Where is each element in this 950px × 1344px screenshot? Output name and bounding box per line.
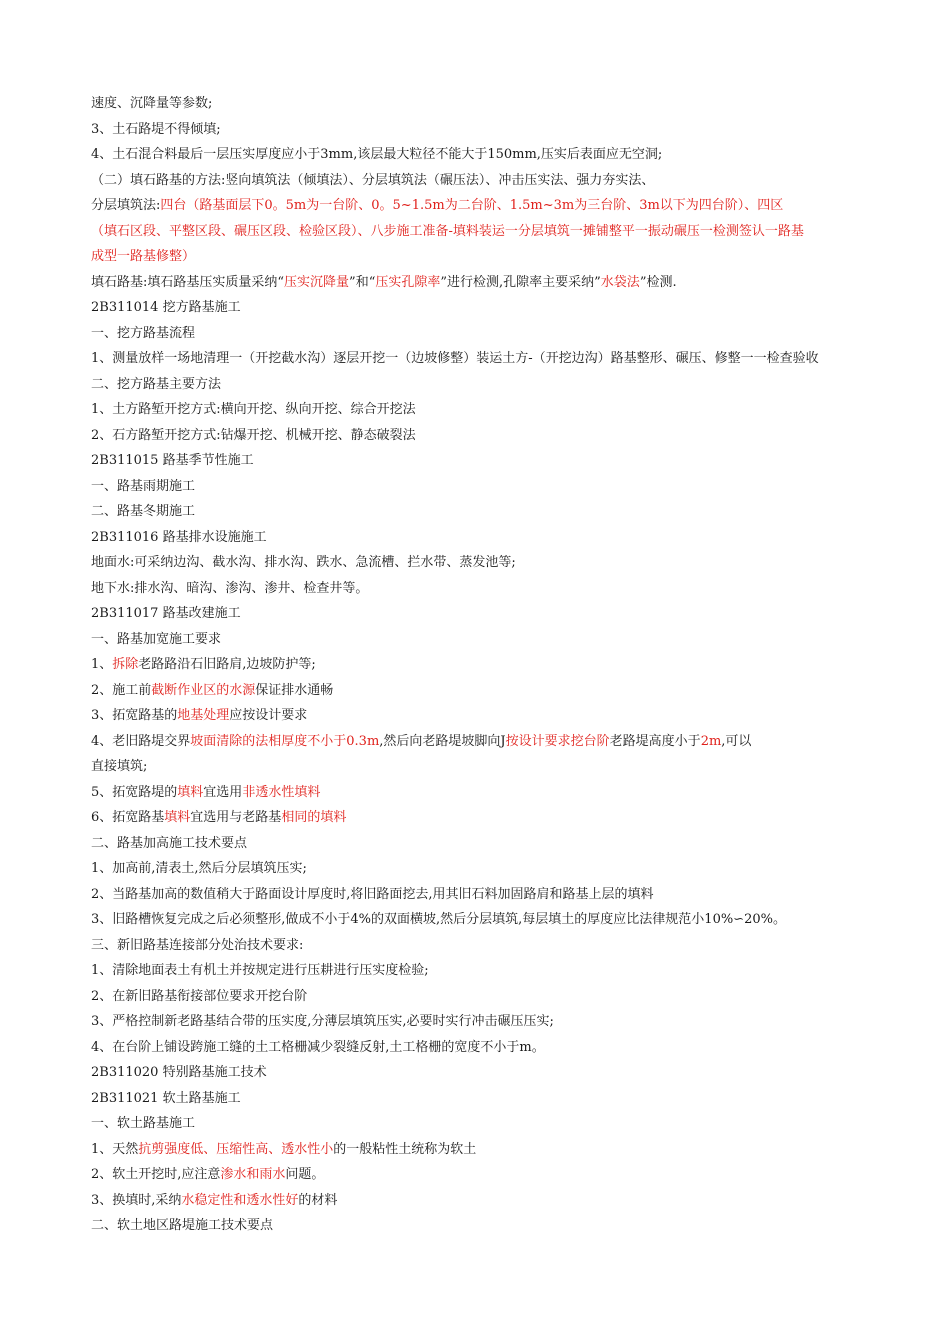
body-text: 的材料 bbox=[298, 1192, 338, 1208]
body-text: 三、新旧路基连接部分处治技术要求: bbox=[91, 937, 304, 953]
text-line bbox=[91, 1137, 890, 1163]
body-text: 2、软土开挖时,应注意 bbox=[91, 1167, 221, 1182]
text-line bbox=[91, 627, 890, 653]
highlighted-text: 抗剪强度低、压缩性高、透水性小 bbox=[138, 1141, 334, 1157]
text-line bbox=[91, 448, 890, 474]
highlighted-text: 坡面清除的法相厚度不小于0.3m bbox=[190, 733, 380, 749]
body-text: ”和“ bbox=[349, 274, 376, 290]
body-text: ,然后向老路堤坡脚向J bbox=[379, 733, 506, 749]
text-line bbox=[91, 652, 890, 678]
text-line bbox=[91, 372, 890, 398]
text-line bbox=[91, 270, 890, 296]
text-line bbox=[91, 142, 890, 168]
body-text: 3、严格控制新老路基结合带的压实度,分薄层填筑压实,必要时实行冲击碾压压实; bbox=[91, 1014, 554, 1029]
text-line bbox=[91, 729, 890, 755]
text-line bbox=[91, 499, 890, 525]
body-text: 问题。 bbox=[285, 1167, 325, 1182]
text-line bbox=[91, 117, 890, 143]
text-line bbox=[91, 346, 890, 372]
text-line bbox=[91, 831, 890, 857]
body-text: 速度、沉降量等参数; bbox=[91, 96, 213, 111]
highlighted-text: 非透水性填料 bbox=[242, 784, 321, 800]
body-text: 老路堤高度小于 bbox=[609, 733, 701, 749]
highlighted-text: 成型一路基修整） bbox=[91, 249, 196, 264]
text-line bbox=[91, 193, 890, 219]
body-text: 地下水:排水沟、暗沟、渗沟、渗井、检查井等。 bbox=[91, 580, 369, 596]
text-line bbox=[91, 1009, 890, 1035]
text-line bbox=[91, 1086, 890, 1112]
highlighted-text: 填料 bbox=[177, 784, 204, 800]
text-line bbox=[91, 601, 890, 627]
highlighted-text: 拆除 bbox=[112, 657, 139, 672]
text-line bbox=[91, 703, 890, 729]
text-line bbox=[91, 525, 890, 551]
body-text: 1、测量放样一场地清理一（开挖截水沟）逐层开挖一（边坡修整）装运土方-（开挖边沟）路基整形、碾压、修整一一检查验收 bbox=[91, 351, 819, 366]
highlighted-text: 水稳定性和透水性好 bbox=[181, 1192, 299, 1208]
body-text: 4、土石混合料最后一层压实厚度应小于3mm,该层最大粒径不能大于150mm,压实后表面应无空洞; bbox=[91, 147, 663, 162]
body-text: 2、施工前 bbox=[91, 682, 152, 698]
body-text: 宜选用 bbox=[203, 784, 243, 800]
text-line bbox=[91, 933, 890, 959]
body-text: 2、当路基加高的数值稍大于路面设计厚度时,将旧路面挖去,用其旧石料加固路肩和路基上层的填料 bbox=[91, 886, 654, 902]
body-text: 老路路沿石旧路肩,边坡防护等; bbox=[138, 657, 316, 672]
body-text: 2B311014 挖方路基施工 bbox=[91, 300, 241, 315]
text-line bbox=[91, 1188, 890, 1214]
body-text: ,可以 bbox=[721, 733, 752, 749]
text-line bbox=[91, 321, 890, 347]
text-line bbox=[91, 474, 890, 500]
text-line bbox=[91, 856, 890, 882]
body-text: 一、软土路基施工 bbox=[91, 1116, 196, 1131]
highlighted-text: 填料 bbox=[164, 810, 191, 825]
text-line bbox=[91, 244, 890, 270]
text-line bbox=[91, 678, 890, 704]
highlighted-text: 四台（路基面层下0。5m为一台阶、0。5~1.5m为二台阶、1.5m~3m为三台阶、3m以下为四台阶）、四区 bbox=[160, 198, 784, 213]
body-text: 5、拓宽路堤的 bbox=[91, 784, 178, 800]
body-text: 2、石方路堑开挖方式:钻爆开挖、机械开挖、静态破裂法 bbox=[91, 427, 416, 443]
text-line bbox=[91, 1035, 890, 1061]
highlighted-text: 地基处理 bbox=[177, 708, 230, 723]
body-text: 3、旧路槽恢复完成之后必须整形,做成不小于4%的双面横坡,然后分层填筑,每层填土的厚度应比法律规范小10%∽20%。 bbox=[91, 912, 786, 927]
body-text: 6、拓宽路基 bbox=[91, 810, 165, 825]
text-line bbox=[91, 907, 890, 933]
body-text: 2B311015 路基季节性施工 bbox=[91, 453, 254, 468]
body-text: 二、挖方路基主要方法 bbox=[91, 376, 222, 392]
body-text: 3、换填时,采纳 bbox=[91, 1192, 182, 1208]
body-text: ”检测. bbox=[639, 274, 677, 290]
body-text: 1、土方路堑开挖方式:横向开挖、纵向开挖、综合开挖法 bbox=[91, 402, 416, 417]
body-text: 2B311021 软土路基施工 bbox=[91, 1090, 241, 1106]
text-line bbox=[91, 397, 890, 423]
text-line bbox=[91, 576, 890, 602]
text-line bbox=[91, 882, 890, 908]
text-line bbox=[91, 805, 890, 831]
body-text: 2B311017 路基改建施工 bbox=[91, 606, 241, 621]
highlighted-text: 压实沉降量 bbox=[284, 274, 350, 290]
body-text: 一、路基雨期施工 bbox=[91, 478, 196, 494]
text-line bbox=[91, 91, 890, 117]
text-line bbox=[91, 219, 890, 245]
body-text: 2B311020 特别路基施工技术 bbox=[91, 1065, 267, 1080]
body-text: 1、 bbox=[91, 657, 113, 672]
body-text: 1、天然 bbox=[91, 1141, 139, 1157]
text-line bbox=[91, 1162, 890, 1188]
body-text: 1、清除地面表土有机土并按规定进行压耕进行压实度检验; bbox=[91, 963, 429, 978]
highlighted-text: 水袋法 bbox=[600, 274, 640, 290]
body-text: 一、挖方路基流程 bbox=[91, 325, 196, 341]
text-line bbox=[91, 1060, 890, 1086]
document-body bbox=[91, 91, 890, 1239]
body-text: （二）填石路基的方法:竖向填筑法（倾填法）、分层填筑法（碾压法）、冲击压实法、强力夯实法、 bbox=[91, 172, 655, 188]
highlighted-text: 按设计要求挖台阶 bbox=[505, 733, 610, 749]
body-text: ”进行检测,孔隙率主要采纳” bbox=[440, 274, 601, 290]
body-text: 1、加高前,清表土,然后分层填筑压实; bbox=[91, 861, 307, 876]
body-text: 分层填筑法: bbox=[91, 198, 161, 213]
body-text: 4、在台阶上铺设跨施工缝的土工格栅减少裂缝反射,土工格栅的宽度不小于m。 bbox=[91, 1039, 545, 1055]
body-text: 二、软土地区路堤施工技术要点 bbox=[91, 1218, 274, 1233]
text-line bbox=[91, 550, 890, 576]
text-line bbox=[91, 780, 890, 806]
body-text: 3、土石路堤不得倾填; bbox=[91, 121, 221, 137]
body-text: 2、在新旧路基衔接部位要求开挖台阶 bbox=[91, 988, 308, 1004]
body-text: 4、老旧路堤交界 bbox=[91, 733, 191, 749]
text-line bbox=[91, 958, 890, 984]
text-line bbox=[91, 754, 890, 780]
highlighted-text: 相同的填料 bbox=[281, 810, 347, 825]
body-text: 一、路基加宽施工要求 bbox=[91, 631, 222, 647]
body-text: 地面水:可采纳边沟、截水沟、排水沟、跌水、急流槽、拦水带、蒸发池等; bbox=[91, 555, 516, 570]
highlighted-text: （填石区段、平整区段、碾压区段、检验区段）、八步施工准备-填料装运一分层填筑一摊铺整平一振动碾压一检测签认一路基 bbox=[91, 223, 804, 239]
text-line bbox=[91, 423, 890, 449]
text-line bbox=[91, 1111, 890, 1137]
body-text: 应按设计要求 bbox=[229, 708, 308, 723]
text-line bbox=[91, 295, 890, 321]
body-text: 宜选用与老路基 bbox=[190, 810, 282, 825]
body-text: 二、路基冬期施工 bbox=[91, 504, 196, 519]
highlighted-text: 2m bbox=[700, 733, 722, 749]
body-text: 保证排水通畅 bbox=[255, 682, 334, 698]
body-text: 二、路基加高施工技术要点 bbox=[91, 835, 248, 851]
highlighted-text: 压实孔隙率 bbox=[375, 274, 441, 290]
body-text: 直接填筑; bbox=[91, 759, 148, 774]
text-line bbox=[91, 1213, 890, 1239]
body-text: 的一般粘性土统称为软土 bbox=[333, 1141, 477, 1157]
body-text: 2B311016 路基排水设施施工 bbox=[91, 529, 267, 545]
text-line bbox=[91, 984, 890, 1010]
highlighted-text: 渗水和雨水 bbox=[220, 1167, 286, 1182]
highlighted-text: 截断作业区的水源 bbox=[151, 682, 256, 698]
body-text: 填石路基:填石路基压实质量采纳“ bbox=[91, 274, 285, 290]
body-text: 3、拓宽路基的 bbox=[91, 708, 178, 723]
text-line bbox=[91, 168, 890, 194]
